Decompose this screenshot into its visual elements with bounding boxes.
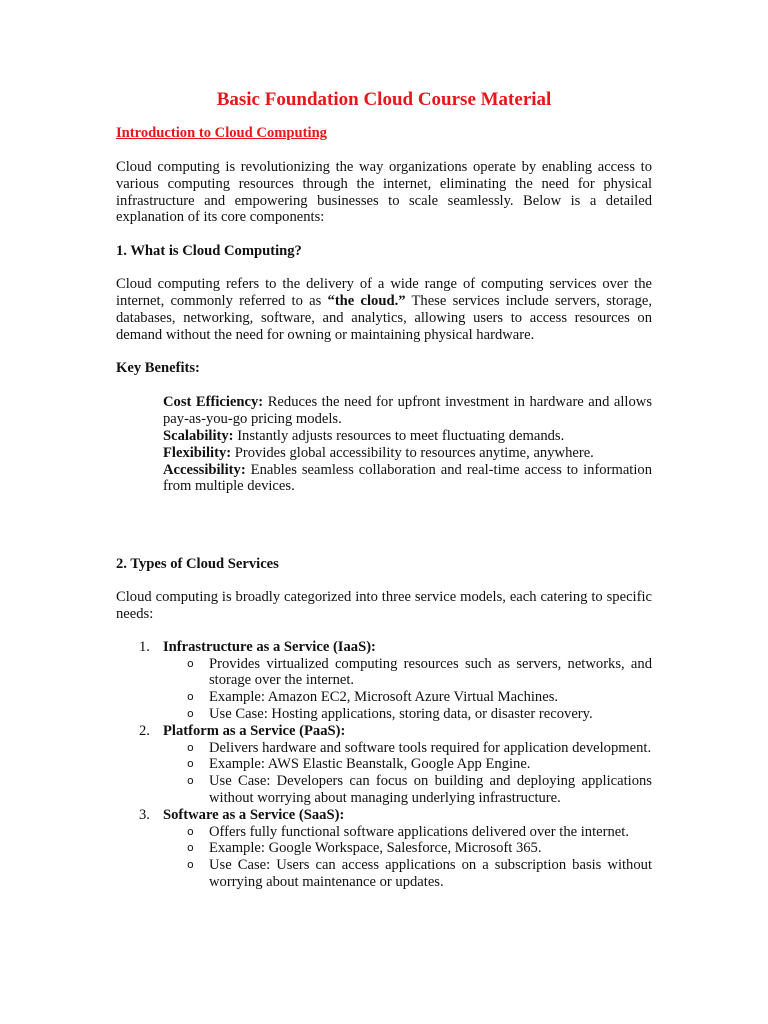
service-number: 2. (139, 722, 150, 739)
circle-bullet-icon: o (187, 858, 194, 872)
benefit-term: Accessibility: (163, 461, 246, 478)
section2-intro: Cloud computing is broadly categorized into three service models, each catering to specific needs: (116, 589, 652, 622)
service-detail-item (163, 824, 652, 841)
benefit-item (163, 462, 652, 496)
service-item (116, 723, 652, 807)
section1-heading: 1. What is Cloud Computing? (116, 243, 302, 260)
service-detail-item (163, 773, 652, 807)
detail-text: Delivers hardware and software tools required for application development. (209, 739, 652, 756)
service-details (163, 740, 652, 807)
key-benefits-heading: Key Benefits: (116, 360, 200, 377)
service-name: Infrastructure as a Service (IaaS): (163, 638, 376, 655)
detail-text: Example: Amazon EC2, Microsoft Azure Virtual Machines. (209, 689, 559, 706)
detail-text: Example: Google Workspace, Salesforce, Microsoft 365. (209, 840, 542, 857)
circle-bullet-icon: o (187, 656, 194, 670)
circle-bullet-icon: o (187, 757, 194, 771)
circle-bullet-icon: o (187, 740, 194, 754)
document-page (116, 86, 652, 891)
service-details (163, 656, 652, 723)
service-name: Software as a Service (SaaS): (163, 806, 345, 823)
detail-text: Use Case: Hosting applications, storing data, or disaster recovery. (209, 705, 593, 722)
service-name: Platform as a Service (PaaS): (163, 722, 346, 739)
benefit-text: Provides global accessibility to resources anytime, anywhere. (231, 444, 594, 461)
benefit-item (163, 428, 652, 445)
detail-text: Offers fully functional software applications delivered over the internet. (209, 823, 629, 840)
section1-para-before: Cloud computing refers to the delivery of a wide range of computing services over the internet, commonly referred to as (116, 276, 652, 309)
services-list (116, 639, 652, 891)
detail-text: Example: AWS Elastic Beanstalk, Google App Engine. (209, 756, 531, 773)
circle-bullet-icon: o (187, 706, 194, 720)
service-details (163, 824, 652, 891)
benefit-text: Instantly adjusts resources to meet fluctuating demands. (233, 427, 565, 444)
benefit-text: Enables seamless collaboration and real-time access to information from multiple devices. (163, 461, 652, 495)
circle-bullet-icon: o (187, 774, 194, 788)
service-detail-item (163, 740, 652, 757)
detail-text: Use Case: Users can access applications on a subscription basis without worrying about maintenance or updates. (209, 857, 652, 890)
benefit-item (163, 394, 652, 428)
service-detail-item (163, 656, 652, 690)
benefit-item (163, 445, 652, 462)
service-item (116, 639, 652, 723)
circle-bullet-icon: o (187, 824, 194, 838)
service-detail-item (163, 840, 652, 857)
section-subtitle: Introduction to Cloud Computing (116, 125, 327, 141)
service-number: 1. (139, 638, 150, 655)
document-title: Basic Foundation Cloud Course Material (216, 89, 552, 110)
section1-para-after: These services include servers, storage, databases, networking, software, and analytics, allowing users to access resources on demand without the need for owning or maintaining physical hardware. (116, 292, 653, 343)
circle-bullet-icon: o (187, 690, 194, 704)
section1-paragraph (116, 276, 652, 343)
detail-text: Provides virtualized computing resources such as servers, networks, and storage over the internet. (209, 655, 652, 689)
benefit-term: Flexibility: (163, 444, 232, 461)
service-number: 3. (139, 806, 150, 823)
service-detail-item (163, 706, 652, 723)
benefit-text: Reduces the need for upfront investment in hardware and allows pay-as-you-go pricing models. (163, 394, 652, 428)
service-detail-item (163, 756, 652, 773)
intro-paragraph: Cloud computing is revolutionizing the way organizations operate by enabling access to various computing resources through the internet, eliminating the need for physical infrastructure and empowering businesses to scale seamlessly. Below is a detailed explanation of its core components: (116, 159, 652, 226)
benefit-term: Scalability: (163, 427, 234, 444)
section-spacer (116, 495, 652, 539)
service-detail-item (163, 689, 652, 706)
section1-para-bold: “the cloud.” (327, 292, 406, 309)
benefits-list (163, 394, 652, 495)
circle-bullet-icon: o (187, 841, 194, 855)
service-detail-item (163, 857, 652, 891)
section2-heading: 2. Types of Cloud Services (116, 556, 279, 573)
detail-text: Use Case: Developers can focus on building and deploying applications without worrying about managing underlying infrastructure. (209, 773, 652, 806)
service-item (116, 807, 652, 891)
benefit-term: Cost Efficiency: (163, 394, 264, 411)
